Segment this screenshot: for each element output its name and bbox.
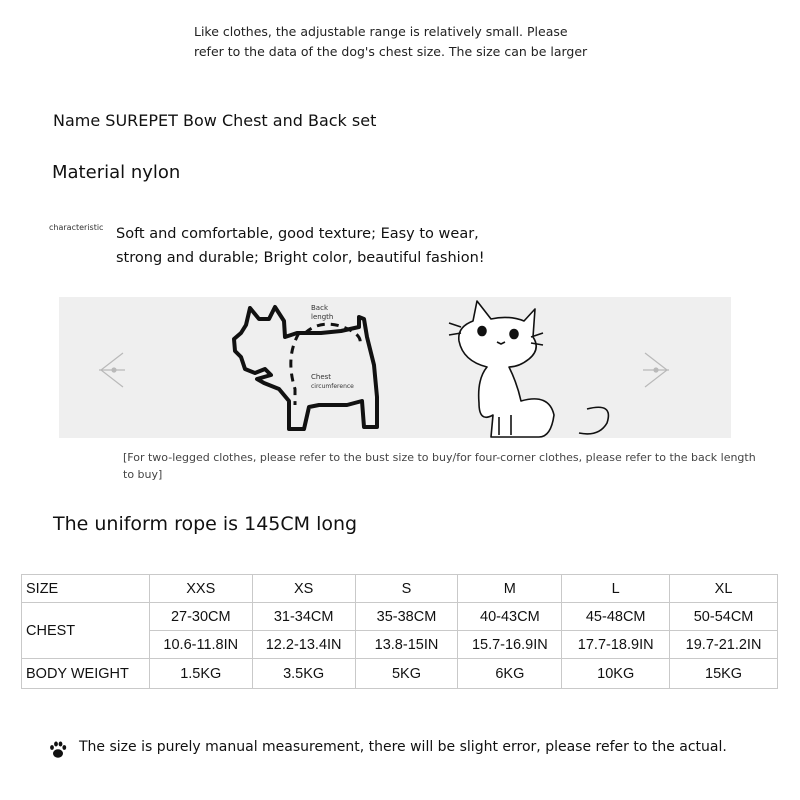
size-table xyxy=(21,574,778,689)
chest-cm-cell: 31-34CM xyxy=(252,603,355,631)
chest-in-cell: 10.6-11.8IN xyxy=(149,631,252,659)
material: Material nylon xyxy=(52,162,181,183)
chest-in-cell: 15.7-16.9IN xyxy=(458,631,562,659)
weight-cell: 1.5KG xyxy=(149,659,252,689)
chest-cm-cell: 40-43CM xyxy=(458,603,562,631)
measurement-diagram xyxy=(59,297,731,438)
size-cell: XS xyxy=(252,575,355,603)
weight-cell: 6KG xyxy=(458,659,562,689)
weight-cell: 5KG xyxy=(355,659,458,689)
characteristic-line-1: Soft and comfortable, good texture; Easy to wear, xyxy=(116,226,479,242)
chest-label: CHEST xyxy=(22,603,150,659)
size-row xyxy=(22,575,778,603)
chest-label-line-2: circumference xyxy=(311,383,354,390)
back-label-line-2: length xyxy=(311,313,334,321)
weight-cell: 3.5KG xyxy=(252,659,355,689)
chest-cm-cell: 45-48CM xyxy=(562,603,670,631)
size-cell: XL xyxy=(670,575,778,603)
weight-cell: 10KG xyxy=(562,659,670,689)
back-label-line-1: Back xyxy=(311,304,328,312)
chest-cm-cell: 27-30CM xyxy=(149,603,252,631)
buying-hint: [For two-legged clothes, please refer to the bust size to buy/for four-corner clothes, please refer to the back length to buy] xyxy=(123,451,756,481)
characteristic-text xyxy=(116,222,536,270)
paw-icon xyxy=(48,740,68,760)
chest-in-cell: 12.2-13.4IN xyxy=(252,631,355,659)
characteristic-line-2: strong and durable; Bright color, beautiful fashion! xyxy=(116,250,485,266)
characteristic-label: characteristic xyxy=(49,223,104,232)
adjustable-range-note xyxy=(194,22,614,62)
size-cell: L xyxy=(562,575,670,603)
right-arrow-icon[interactable] xyxy=(643,353,669,387)
weight-label: BODY WEIGHT xyxy=(22,659,150,689)
chest-cm-cell: 50-54CM xyxy=(670,603,778,631)
cat-icon xyxy=(449,301,608,437)
chest-in-cell: 19.7-21.2IN xyxy=(670,631,778,659)
size-cell: S xyxy=(355,575,458,603)
size-cell: XXS xyxy=(149,575,252,603)
chest-cm-row xyxy=(22,603,778,631)
measurement-disclaimer: The size is purely manual measurement, there will be slight error, please refer to the actual. xyxy=(79,739,727,755)
weight-row xyxy=(22,659,778,689)
note-line-2: refer to the data of the dog's chest size. The size can be larger xyxy=(194,44,588,59)
chest-in-cell: 17.7-18.9IN xyxy=(562,631,670,659)
size-cell: M xyxy=(458,575,562,603)
size-label: SIZE xyxy=(22,575,150,603)
chest-label-line-1: Chest xyxy=(311,373,332,381)
rope-length: The uniform rope is 145CM long xyxy=(53,513,358,535)
dog-outline-icon xyxy=(234,307,377,429)
chest-in-cell: 13.8-15IN xyxy=(355,631,458,659)
weight-cell: 15KG xyxy=(670,659,778,689)
note-line-1: Like clothes, the adjustable range is relatively small. Please xyxy=(194,24,568,39)
left-arrow-icon[interactable] xyxy=(99,353,125,387)
measurement-dashes xyxy=(291,324,360,405)
chest-cm-cell: 35-38CM xyxy=(355,603,458,631)
product-name: Name SUREPET Bow Chest and Back set xyxy=(53,111,377,130)
